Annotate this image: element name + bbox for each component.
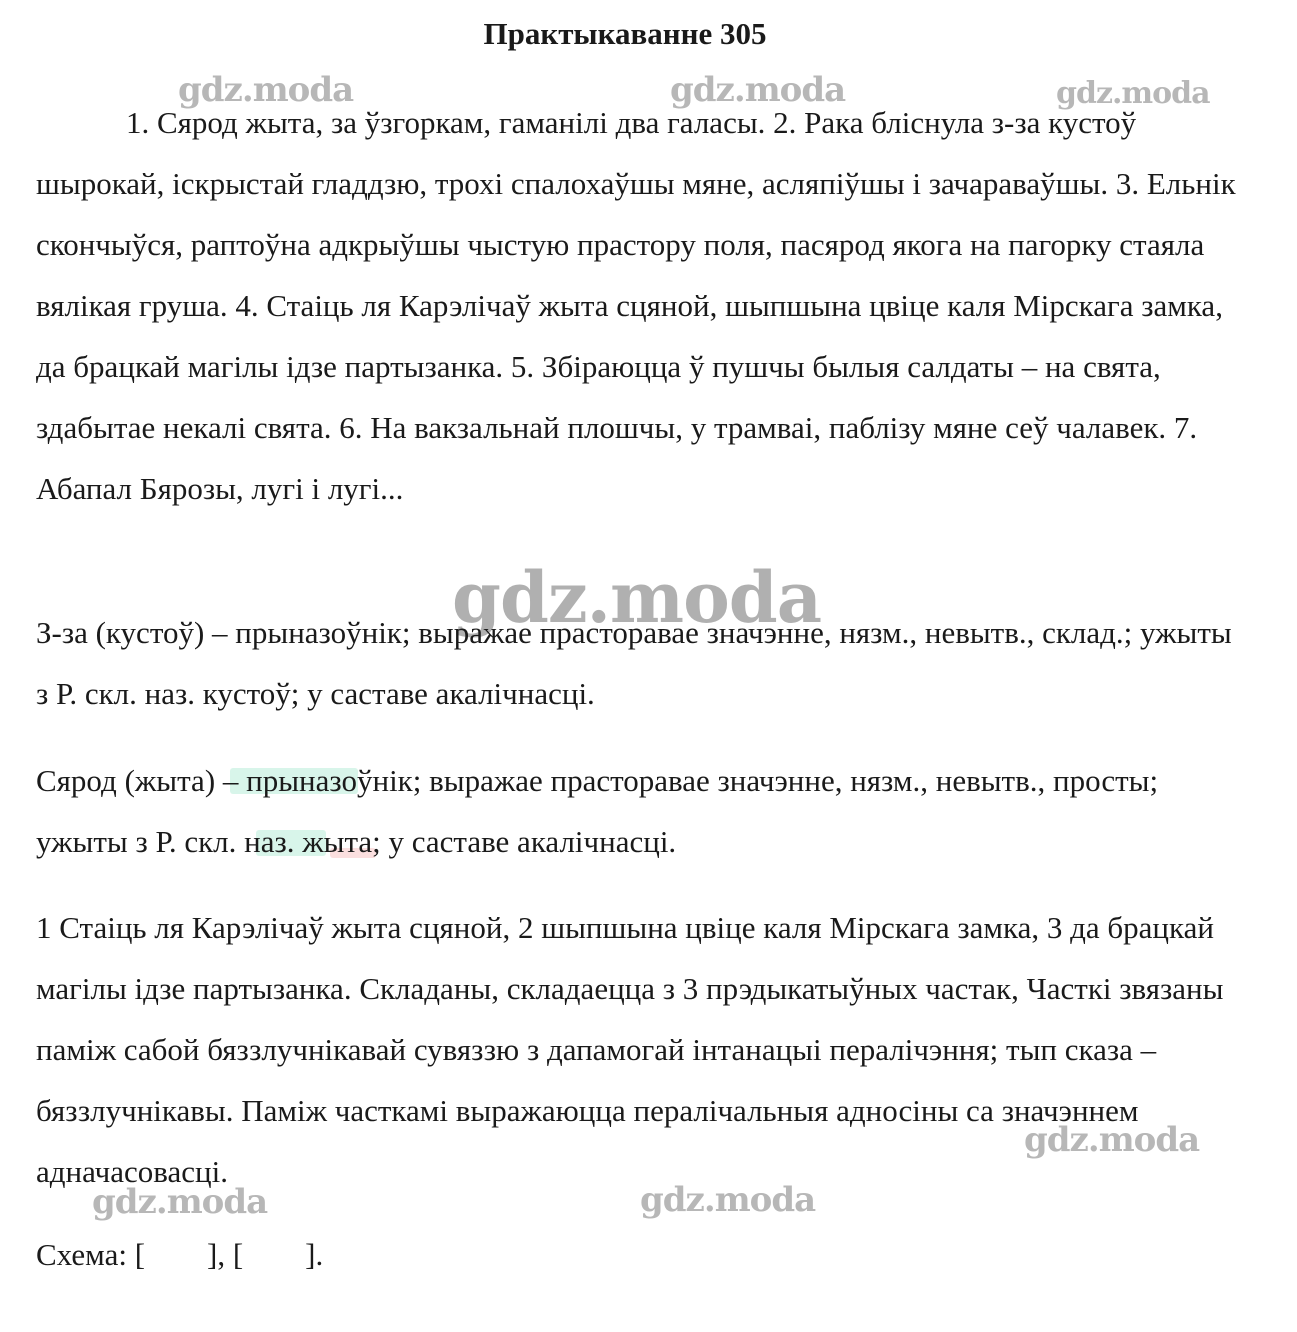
watermark: gdz.moda: [1024, 1120, 1200, 1160]
watermark: gdz.moda: [92, 1182, 268, 1222]
exercise-text: 1. Сярод жыта, за ўзгоркам, гаманілі два галасы. 2. Рака блiснула з-за кустоў шырокай, іскрыстай гладдзю, трохі спалохаўшы мяне, асляпіўшы і зачараваўшы. 3. Ельнік скончыўся, раптоўна адкрыўшы чыстую прастору поля, пасярод якога на пагорку стаяла вялікая груша. 4. Стаіць ля Карэлічаў жыта сцяной, шыпшына цвіце каля Мірскага замка, да брацкай магілы ідзе партызанка. 5. Збіраюцца ў пушчы былыя салдаты – на свята, здабытае некалі свята. 6. На вакзальнай плошчы, у трамваі, паблізу мяне сеў чалавек. 7. Абапал Бярозы, лугі і лугі...: [36, 105, 1236, 506]
watermark-large: gdz.moda: [452, 556, 822, 639]
watermark: gdz.moda: [670, 70, 846, 110]
sentence-schema: Схема: [ ], [ ].: [36, 1237, 324, 1272]
watermark: gdz.moda: [640, 1180, 816, 1220]
analysis-syarod: Сярод (жыта) – прыназоўнік; выражае прасторавае значэнне, нязм., невытв., просты; ужыты з Р. скл. наз. жыта; у саставе акалічнасці.: [36, 763, 1159, 859]
watermark: gdz.moda: [178, 70, 354, 110]
sentence-analysis: 1 Стаіць ля Карэлічаў жыта сцяной, 2 шыпшына цвіце каля Мірскага замка, 3 да брацкай магілы ідзе партызанка. Складаны, складаецца з 3 прэдыкатыўных частак, Часткі звязаны паміж сабой бяззлучнікавай сувяззю з дапамогай інтанацыі пералічэння; тып сказа – бяззлучнікавы. Паміж часткамі выражаюцца пералічальныя адносіны са значэннем адначасовасці.: [36, 910, 1224, 1189]
analysis-z-za: З-за (кустоў) – прыназоўнік; выражае прасторавае значэнне, нязм., невытв., склад.; ужыты з Р. скл. наз. кустоў; у саставе акалічнасці.: [36, 615, 1232, 711]
watermark: gdz.moda: [1056, 76, 1210, 111]
page-title: Практыкаванне 305: [483, 16, 767, 51]
